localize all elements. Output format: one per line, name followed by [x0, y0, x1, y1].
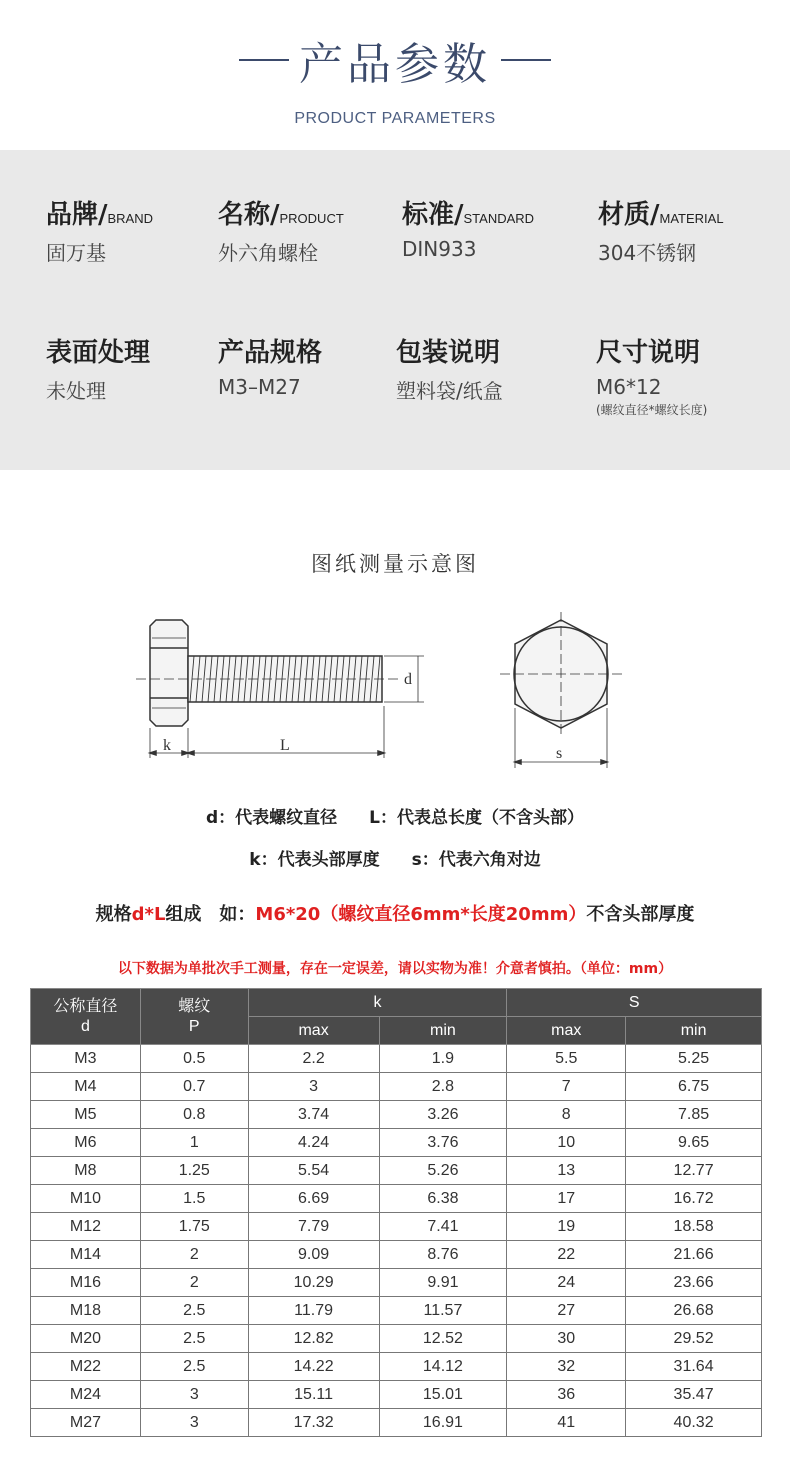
cell-p: 3	[140, 1409, 248, 1437]
cell-d: M6	[31, 1129, 141, 1157]
spec-formula: d*L	[131, 904, 166, 925]
header-s-min: min	[626, 1017, 762, 1045]
cell-d: M14	[31, 1241, 141, 1269]
cell-k-max: 9.09	[248, 1241, 379, 1269]
param-packaging	[396, 332, 503, 404]
cell-s-max: 24	[507, 1269, 626, 1297]
table-row	[31, 1185, 762, 1213]
cell-s-max: 30	[507, 1325, 626, 1353]
cell-k-max: 4.24	[248, 1129, 379, 1157]
header-k-min: min	[379, 1017, 507, 1045]
header-k: k	[248, 989, 507, 1017]
param-label: 包装说明	[396, 338, 501, 368]
param-label-en: PRODUCT	[279, 211, 344, 226]
cell-k-max: 11.79	[248, 1297, 379, 1325]
cell-k-max: 5.54	[248, 1157, 379, 1185]
cell-k-min: 11.57	[379, 1297, 507, 1325]
cell-d: M16	[31, 1269, 141, 1297]
cell-k-max: 3.74	[248, 1101, 379, 1129]
cell-p: 2	[140, 1241, 248, 1269]
legend-k: k：代表头部厚度	[249, 850, 380, 870]
param-label-en: BRAND	[107, 211, 154, 226]
param-spec	[218, 332, 322, 399]
cell-p: 2	[140, 1269, 248, 1297]
bolt-diagram	[0, 608, 790, 778]
cell-k-min: 3.76	[379, 1129, 507, 1157]
param-label: 标准/	[402, 200, 464, 230]
cell-k-max: 17.32	[248, 1409, 379, 1437]
cell-s-min: 35.47	[626, 1381, 762, 1409]
cell-d: M12	[31, 1213, 141, 1241]
cell-s-max: 41	[507, 1409, 626, 1437]
spec-explanation	[0, 900, 790, 926]
cell-s-min: 23.66	[626, 1269, 762, 1297]
cell-k-max: 12.82	[248, 1325, 379, 1353]
cell-s-min: 18.58	[626, 1213, 762, 1241]
legend-d: d：代表螺纹直径	[205, 808, 338, 828]
param-label-en: STANDARD	[463, 211, 535, 226]
param-value: 外六角螺栓	[218, 241, 318, 265]
param-label: 尺寸说明	[596, 338, 701, 368]
cell-k-min: 5.26	[379, 1157, 507, 1185]
param-label: 材质/	[598, 200, 660, 230]
cell-p: 2.5	[140, 1297, 248, 1325]
measurement-notice: 以下数据为单批次手工测量，存在一定误差，请以实物为准！介意者慎拍。（单位：mm）	[117, 961, 673, 977]
cell-s-max: 36	[507, 1381, 626, 1409]
cell-k-max: 3	[248, 1073, 379, 1101]
cell-k-min: 16.91	[379, 1409, 507, 1437]
cell-d: M3	[31, 1045, 141, 1073]
header-diameter: 公称直径 d	[31, 989, 141, 1045]
cell-d: M20	[31, 1325, 141, 1353]
param-material	[598, 194, 724, 266]
cell-s-min: 12.77	[626, 1157, 762, 1185]
cell-p: 2.5	[140, 1325, 248, 1353]
diagram-title: 图纸测量示意图	[311, 552, 479, 576]
param-value: 塑料袋/纸盒	[396, 379, 503, 403]
table-body	[31, 1045, 762, 1437]
param-value: 304不锈钢	[598, 241, 697, 265]
param-brand	[46, 194, 153, 266]
cell-d: M4	[31, 1073, 141, 1101]
param-product	[218, 194, 344, 266]
table-row	[31, 1409, 762, 1437]
cell-s-min: 9.65	[626, 1129, 762, 1157]
cell-d: M22	[31, 1353, 141, 1381]
legend-row-2	[0, 845, 790, 870]
cell-k-min: 2.8	[379, 1073, 507, 1101]
param-value: M6*12	[596, 375, 662, 399]
page-header	[0, 0, 790, 150]
cell-p: 0.7	[140, 1073, 248, 1101]
cell-s-min: 6.75	[626, 1073, 762, 1101]
cell-s-min: 26.68	[626, 1297, 762, 1325]
header-pitch: 螺纹 P	[140, 989, 248, 1045]
dim-label-L: L	[280, 737, 290, 754]
cell-d: M18	[31, 1297, 141, 1325]
cell-s-max: 19	[507, 1213, 626, 1241]
cell-p: 1.75	[140, 1213, 248, 1241]
cell-s-max: 5.5	[507, 1045, 626, 1073]
cell-k-max: 7.79	[248, 1213, 379, 1241]
table-row	[31, 1129, 762, 1157]
cell-s-max: 27	[507, 1297, 626, 1325]
param-value: DIN933	[402, 237, 477, 261]
cell-k-min: 6.38	[379, 1185, 507, 1213]
title-row	[0, 28, 790, 92]
page-subtitle: PRODUCT PARAMETERS	[294, 110, 496, 127]
dim-label-s: s	[556, 745, 563, 762]
cell-p: 1.25	[140, 1157, 248, 1185]
table-row	[31, 1241, 762, 1269]
cell-k-max: 6.69	[248, 1185, 379, 1213]
cell-s-max: 10	[507, 1129, 626, 1157]
table-row	[31, 1381, 762, 1409]
table-row	[31, 1269, 762, 1297]
cell-s-min: 40.32	[626, 1409, 762, 1437]
param-label: 表面处理	[46, 338, 151, 368]
cell-k-min: 1.9	[379, 1045, 507, 1073]
parameters-panel	[0, 150, 790, 470]
title-dash-right	[501, 59, 551, 61]
cell-k-max: 14.22	[248, 1353, 379, 1381]
cell-p: 3	[140, 1381, 248, 1409]
param-label: 名称/	[218, 200, 280, 230]
cell-s-max: 8	[507, 1101, 626, 1129]
param-label-en: MATERIAL	[659, 211, 724, 226]
param-label: 产品规格	[218, 338, 323, 368]
table-row	[31, 1157, 762, 1185]
table-row	[31, 1297, 762, 1325]
param-value: 未处理	[46, 379, 106, 403]
cell-s-max: 32	[507, 1353, 626, 1381]
legend-row-1	[0, 803, 790, 828]
cell-s-min: 29.52	[626, 1325, 762, 1353]
cell-k-min: 3.26	[379, 1101, 507, 1129]
spec-middle: 组成 如：	[165, 904, 256, 925]
cell-k-max: 15.11	[248, 1381, 379, 1409]
cell-s-min: 7.85	[626, 1101, 762, 1129]
param-surface	[46, 332, 150, 404]
cell-k-min: 8.76	[379, 1241, 507, 1269]
param-size	[596, 332, 707, 418]
cell-s-max: 22	[507, 1241, 626, 1269]
header-k-max: max	[248, 1017, 379, 1045]
table-row	[31, 1325, 762, 1353]
cell-s-min: 21.66	[626, 1241, 762, 1269]
cell-k-min: 14.12	[379, 1353, 507, 1381]
cell-s-min: 5.25	[626, 1045, 762, 1073]
cell-d: M27	[31, 1409, 141, 1437]
cell-k-min: 15.01	[379, 1381, 507, 1409]
dim-label-k: k	[163, 737, 171, 754]
cell-s-min: 16.72	[626, 1185, 762, 1213]
cell-p: 0.5	[140, 1045, 248, 1073]
param-value: M3–M27	[218, 375, 301, 399]
page-title: 产品参数	[299, 39, 491, 90]
legend-L: L：代表总长度（不含头部）	[369, 808, 584, 828]
size-table	[30, 988, 762, 1437]
cell-s-max: 17	[507, 1185, 626, 1213]
title-dash-left	[239, 59, 289, 61]
table-row	[31, 1213, 762, 1241]
cell-d: M8	[31, 1157, 141, 1185]
table-row	[31, 1101, 762, 1129]
cell-p: 1	[140, 1129, 248, 1157]
cell-k-min: 7.41	[379, 1213, 507, 1241]
legend-s: s：代表六角对边	[411, 850, 541, 870]
cell-d: M5	[31, 1101, 141, 1129]
spec-prefix: 规格	[95, 904, 132, 925]
cell-p: 2.5	[140, 1353, 248, 1381]
table-row	[31, 1353, 762, 1381]
cell-d: M10	[31, 1185, 141, 1213]
param-note: (螺纹直径*螺纹长度)	[596, 403, 708, 417]
cell-p: 1.5	[140, 1185, 248, 1213]
param-standard	[402, 194, 534, 261]
param-value: 固万基	[46, 241, 106, 265]
cell-k-max: 2.2	[248, 1045, 379, 1073]
header-s-max: max	[507, 1017, 626, 1045]
cell-s-max: 13	[507, 1157, 626, 1185]
dim-label-d: d	[404, 671, 412, 688]
cell-k-min: 9.91	[379, 1269, 507, 1297]
cell-s-max: 7	[507, 1073, 626, 1101]
cell-k-max: 10.29	[248, 1269, 379, 1297]
table-row	[31, 1073, 762, 1101]
param-label: 品牌/	[46, 200, 108, 230]
spec-suffix: 不含头部厚度	[586, 904, 695, 925]
cell-d: M24	[31, 1381, 141, 1409]
spec-example: M6*20（螺纹直径6mm*长度20mm）	[255, 904, 587, 925]
cell-k-min: 12.52	[379, 1325, 507, 1353]
table-row	[31, 1045, 762, 1073]
header-s: S	[507, 989, 762, 1017]
cell-s-min: 31.64	[626, 1353, 762, 1381]
cell-p: 0.8	[140, 1101, 248, 1129]
